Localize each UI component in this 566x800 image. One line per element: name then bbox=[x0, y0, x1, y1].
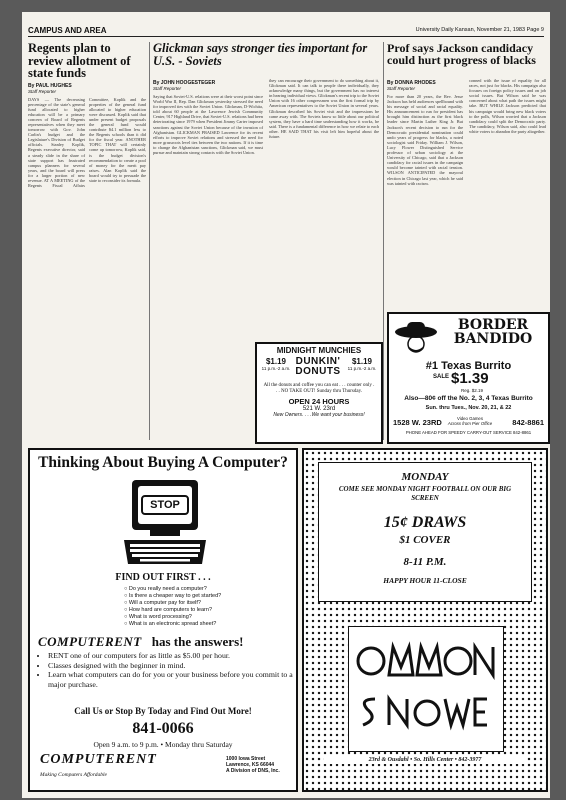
ad-address: 521 W. 23rd bbox=[302, 406, 336, 412]
article-body: Saying that Soviet-U.S. relations were at their worst point since World War II, Rep. Dan Glickman yesterday stressed the need for improved ties with the Soviet Union. Glickman, D-Wichita, told about 60 people at the Lawrence Jewish Community Center, 917 Highland Drive, that Soviet-U.S. relations had been deteriorating since 1979 when President Jimmy Carter imposed sanctions against the Soviet Union because of the invasion of Afghanistan. GLICKMAN PRAISED Lawrence for its recent efforts to improve Soviet relations and stressed the need for more grassroots level ties between the two nations. If it is time to change the Afghanistan sanctions, Glickman said, we must pursue and maintain strong contacts with the Soviet Union. bbox=[153, 94, 263, 156]
find-heading: FIND OUT FIRST . . . bbox=[115, 572, 211, 583]
ad-address: 1000 Iowa Street Lawrence, KS 66044 A Division of DNS, Inc. bbox=[226, 756, 280, 774]
question-item: ○ How hard are computers to learn? bbox=[124, 607, 213, 613]
price-left: $1.19 11 p.m.-2 a.m. bbox=[261, 357, 291, 371]
ad-day: MONDAY bbox=[401, 471, 449, 483]
brand-line bbox=[38, 633, 243, 651]
ad-cover: $1 COVER bbox=[399, 534, 451, 546]
ad-heading: Thinking About Buying A Computer? bbox=[38, 454, 288, 471]
reg-price: Reg. $2.19 bbox=[461, 388, 484, 393]
byline: By DONNA RHODES bbox=[387, 80, 436, 86]
headline: Prof says Jackson candidacy could hurt progress of blacks bbox=[387, 42, 536, 67]
sale-label: SALE bbox=[433, 374, 450, 380]
column-rule bbox=[149, 42, 150, 440]
article-body: conned with the issue of equality for all races, not just for blacks. His campaign also focuses on foreign policy issues and on job social issues. But Wilson said he was concerned about what path the issues might take. BUT WHILE Jackson predicted that his campaign would bring new black voters to the polls, Wilson worried that a Jackson candidacy could split the Democratic party. The candidacy, Wilson said, also could lead white voters to abandon the party altogether. bbox=[469, 78, 546, 134]
ad-phone: 842-8861 bbox=[512, 418, 544, 427]
sale-price: $1.39 bbox=[451, 370, 489, 387]
benefit-item: • RENT one of our computers for as little as $5.00 per hour. bbox=[48, 651, 298, 661]
dunkin-logo: DUNKIN' DONUTS bbox=[295, 356, 341, 377]
gammons-logo-image bbox=[348, 626, 504, 752]
ad-dates: Sun. thru Tues., Nov. 20, 21, & 22 bbox=[425, 405, 512, 411]
article-body: DAYS — The decreasing percentage of the state's general fund allocated to higher education will be a primary concern of Board of Regents representatives when they meet tomorrow with Gov. John Carlin's budget and the Legislature's Division of Budget officials. Stanley Koplik, Regents executive director, said a steady slide in the share of state support has frustrated campus planners for several years, and the board will press for a larger portion of new revenue. AT A MEETING of the Regents Fiscal Affairs Committee, Koplik and the properties of the general fund allocated to higher education were discussed. Koplik said that under present budget proposals the general fund would contribute $4.1 million less to the Regents schools than it did for the fiscal year. ANOTHER TOPIC THAT will certainly come up tomorrow, Koplik said, is the budget division's recommendation to create a pool of money for the merit pay raises. Alan Koplik said the board would try to persuade the state to reconsider its formula. bbox=[28, 96, 146, 189]
question-item: ○ What is word processing? bbox=[124, 614, 192, 620]
price-right: $1.19 11 p.m.-2 a.m. bbox=[347, 357, 377, 371]
ad-address: 1528 W. 23RD bbox=[393, 418, 442, 427]
benefit-item: • Classes designed with the beginner in mind. bbox=[48, 661, 298, 671]
ad-item: #1 Texas Burrito bbox=[425, 360, 512, 372]
newspaper-page bbox=[22, 12, 550, 798]
byline-role: Staff Reporter bbox=[28, 88, 57, 94]
article-body: For more than 20 years, the Rev. Jesse Jackson has held audiences spellbound with his message of social and racial equality. His announcement to run for president has brought him distinction as the first black leader since Martin Luther King Jr. But Jackson's recent decision to run for the Democratic presidential nomination could undo years of progress for blacks, a noted sociologist said Friday. William J. Wilson, Lucy Flower Distinguished Service professor of urban sociology at the University of Chicago, said that a Jackson candidacy for racial issues in the campaign would become tainted with racial tension. WILSON ANTICIPATED the mayoral election in Chicago last year, which he said was tainted with racism. bbox=[387, 94, 463, 186]
article-column bbox=[387, 78, 463, 186]
byline: By JOHN HOOGESTEGER bbox=[153, 80, 216, 86]
bandido-logo-image bbox=[393, 318, 439, 358]
question-item: ○ Will a computer pay for itself? bbox=[124, 600, 201, 606]
article-regents bbox=[28, 42, 146, 440]
computer-illustration bbox=[120, 478, 210, 568]
ad-gammons bbox=[302, 448, 548, 792]
benefit-list bbox=[36, 651, 298, 689]
dateline: University Daily Kansan, November 21, 1983 Page 9 bbox=[415, 27, 544, 33]
ad-offer: All the donuts and coffee you can eat . . . counter only . . . NO TAKE OUT! Sunday thru Thursday. bbox=[263, 383, 375, 394]
call-to-action: Call Us or Stop By Today and Find Out More! bbox=[74, 706, 252, 716]
football-panel bbox=[318, 462, 532, 602]
headline: Regents plan to review allotment of state funds bbox=[28, 42, 131, 80]
ad-notes: Video Games Across from Pier Office bbox=[447, 416, 493, 426]
bandido-wordmark: BORDER BANDIDO bbox=[453, 317, 533, 347]
headline: Glickman says stronger ties important for U.S. - Soviets bbox=[153, 42, 368, 68]
brand-tagline: has the answers! bbox=[151, 634, 244, 649]
ad-slogan: Making Computers Affordable bbox=[40, 772, 107, 778]
ad-offer: Also—80¢ off the No. 2, 3, 4 Texas Burrito bbox=[404, 395, 533, 402]
ad-line: COME SEE MONDAY NIGHT FOOTBALL ON OUR BIG SCREEN bbox=[338, 485, 512, 502]
ad-footer: New Owners. . . .We want your business! bbox=[273, 412, 365, 418]
section-title: CAMPUS AND AREA bbox=[28, 26, 107, 35]
question-item: ○ What is an electronic spread sheet? bbox=[124, 621, 217, 627]
ad-hours: OPEN 24 HOURS bbox=[288, 397, 350, 406]
stop-sign-text: STOP bbox=[150, 499, 180, 511]
brand-logo: COMPUTERENT bbox=[40, 752, 157, 767]
benefit-item: • Learn what computers can do for you or your business before you commit to a major purchase. bbox=[48, 670, 298, 689]
ad-dunkin-donuts bbox=[255, 342, 383, 444]
ad-border-bandido bbox=[387, 312, 550, 444]
ad-hours: Open 9 a.m. to 9 p.m. • Monday thru Saturday bbox=[93, 740, 233, 749]
brand-name: COMPUTERENT bbox=[38, 634, 142, 649]
ad-phone: 841-0066 bbox=[132, 720, 194, 737]
ad-note: PHONE AHEAD FOR SPEEDY CARRY-OUT SERVICE 842-8861 bbox=[405, 430, 532, 435]
question-item: ○ Is there a cheaper way to get started? bbox=[124, 593, 222, 599]
column-rule bbox=[383, 42, 384, 440]
ad-draws: 15¢ DRAWS bbox=[383, 514, 467, 531]
article-body: they can encourage their government to do something about it, Glickman said. It can talk to people there individually, they acknowledge many things, but the government has no interest in hearing individual views. Glickman's recent trip to the Soviet Union with 16 other congressmen was the first formal trip by American representatives to the Soviet Union in several years. Glickman described his Soviet visit and the impressions he came away with. The Soviets know so little about our political system, they have a hard time understanding how it works, he said. There is a fundamental difference in how we relate to each other. HE SAID THAT his visit left him hopeful about the future. bbox=[269, 78, 379, 140]
ad-time: 8-11 P.M. bbox=[403, 556, 447, 568]
ad-title: MIDNIGHT MUNCHIES bbox=[276, 346, 362, 355]
ad-address: 23rd & Ousdahl • So. Hills Center • 842-3977 bbox=[324, 756, 526, 764]
question-list bbox=[124, 586, 221, 628]
byline-role: Staff Reporter bbox=[387, 86, 416, 91]
question-item: ○ Do you really need a computer? bbox=[124, 586, 207, 592]
ad-happy-hour: HAPPY HOUR 11-CLOSE bbox=[383, 576, 467, 585]
ad-computerent bbox=[28, 448, 298, 792]
byline: By PAUL HUGHES bbox=[28, 82, 72, 89]
folio-bar bbox=[28, 26, 544, 37]
article-jackson bbox=[387, 42, 546, 312]
article-glickman bbox=[153, 42, 379, 342]
byline-role: Staff Reporter bbox=[153, 86, 182, 91]
article-column bbox=[153, 78, 263, 155]
